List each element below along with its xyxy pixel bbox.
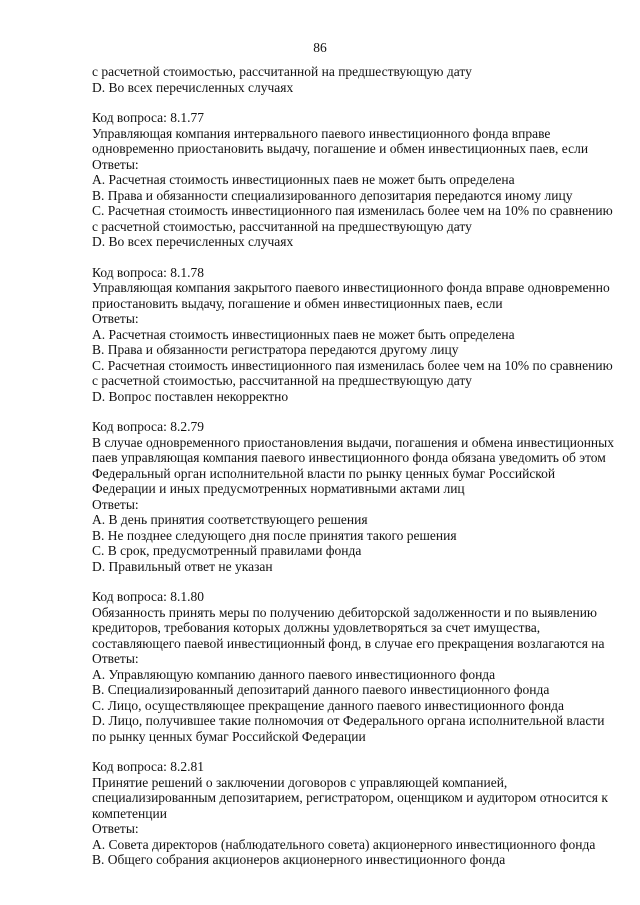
question-text-line: Управляющая компания закрытого паевого инвестиционного фонда вправе одновременно bbox=[92, 280, 610, 295]
answer-line: A. В день принятия соответствующего решения bbox=[92, 512, 368, 527]
answer-line: D. Правильный ответ не указан bbox=[92, 558, 273, 574]
answers-label: Ответы: bbox=[92, 651, 139, 666]
block-spacer bbox=[92, 250, 612, 265]
question-text-line: Принятие решений о заключении договоров с управляющей компанией, bbox=[92, 774, 508, 790]
question-text-line: кредиторов, требования которых должны удовлетворяться за счет имущества, bbox=[92, 620, 541, 635]
question-text-line: специализированным депозитарием, регистратором, оценщиком и аудитором относится к bbox=[92, 790, 608, 805]
question-text-line: составляющего паевой инвестиционный фонд, в случае его прекращения возлагаются на bbox=[92, 635, 605, 651]
question-block bbox=[92, 419, 612, 574]
answer-line: с расчетной стоимостью, рассчитанной на предшествующую дату bbox=[92, 218, 472, 234]
page-number: 86 bbox=[313, 40, 327, 55]
question-block bbox=[92, 110, 612, 250]
question-text-line: компетенции bbox=[92, 805, 167, 821]
answer-line: D. Вопрос поставлен некорректно bbox=[92, 388, 289, 404]
answer-line: C. Расчетная стоимость инвестиционного пая изменилась более чем на 10% по сравнению bbox=[92, 203, 613, 218]
questions-list bbox=[92, 95, 612, 868]
answer-line: A. Расчетная стоимость инвестиционных паев не может быть определена bbox=[92, 172, 515, 187]
answer-line: с расчетной стоимостью, рассчитанной на предшествующую дату bbox=[92, 373, 472, 388]
block-spacer bbox=[92, 744, 612, 759]
answer-line: B. Не позднее следующего дня после принятия такого решения bbox=[92, 527, 457, 543]
answer-line: по рынку ценных бумаг Российской Федерации bbox=[92, 728, 366, 744]
answer-line: A. Расчетная стоимость инвестиционных паев не может быть определена bbox=[92, 326, 515, 342]
intro-line: с расчетной стоимостью, рассчитанной на предшествующую дату bbox=[92, 64, 472, 79]
question-code: Код вопроса: 8.1.80 bbox=[92, 589, 205, 604]
question-code: Код вопроса: 8.2.79 bbox=[92, 419, 205, 434]
answers-label: Ответы: bbox=[92, 311, 139, 326]
answer-line: D. Во всех перечисленных случаях bbox=[92, 234, 294, 249]
question-block bbox=[92, 265, 612, 405]
block-spacer bbox=[92, 574, 612, 589]
question-text-line: Федеральный орган исполнительной власти по рынку ценных бумаг Российской bbox=[92, 465, 556, 481]
question-text-line: одновременно приостановить выдачу, погашение и обмен инвестиционных паев, если bbox=[92, 141, 589, 156]
question-code: Код вопроса: 8.2.81 bbox=[92, 759, 205, 774]
answers-label: Ответы: bbox=[92, 821, 139, 836]
answer-line: B. Права и обязанности специализированного депозитария передаются иному лицу bbox=[92, 187, 573, 203]
question-text-line: Федерации и иных предусмотренных нормативными актами лиц bbox=[92, 481, 465, 496]
answer-line: C. Расчетная стоимость инвестиционного пая изменилась более чем на 10% по сравнению bbox=[92, 357, 613, 373]
answer-line: B. Общего собрания акционеров акционерного инвестиционного фонда bbox=[92, 852, 506, 867]
answer-line: D. Лицо, получившее такие полномочия от Федерального органа исполнительной власти bbox=[92, 713, 605, 728]
intro-block bbox=[92, 64, 612, 95]
answer-line: A. Управляющую компанию данного паевого инвестиционного фонда bbox=[92, 666, 496, 682]
answer-line: C. Лицо, осуществляющее прекращение данного паевого инвестиционного фонда bbox=[92, 697, 565, 713]
question-text-line: Управляющая компания интервального паевого инвестиционного фонда вправе bbox=[92, 125, 551, 141]
question-block bbox=[92, 589, 612, 744]
question-text-line: В случае одновременного приостановления выдачи, погашения и обмена инвестиционных bbox=[92, 434, 614, 450]
question-text-line: приостановить выдачу, погашение и обмен инвестиционных паев, если bbox=[92, 295, 503, 311]
answers-label: Ответы: bbox=[92, 496, 139, 512]
answer-line: B. Специализированный депозитарий данного паевого инвестиционного фонда bbox=[92, 682, 550, 697]
question-text-line: Обязанность принять меры по получению дебиторской задолженности и по выявлению bbox=[92, 604, 598, 620]
question-code: Код вопроса: 8.1.78 bbox=[92, 264, 205, 280]
question-block bbox=[92, 759, 612, 868]
question-text-line: паев управляющая компания паевого инвестиционного фонда обязана уведомить об этом bbox=[92, 450, 606, 465]
answers-label: Ответы: bbox=[92, 156, 139, 172]
block-spacer bbox=[92, 95, 612, 110]
answer-line: C. В срок, предусмотренный правилами фонда bbox=[92, 543, 362, 558]
intro-line: D. Во всех перечисленных случаях bbox=[92, 79, 294, 95]
question-code: Код вопроса: 8.1.77 bbox=[92, 110, 205, 125]
answer-line: B. Права и обязанности регистратора передаются другому лицу bbox=[92, 342, 459, 357]
answer-line: A. Совета директоров (наблюдательного совета) акционерного инвестиционного фонда bbox=[92, 836, 596, 852]
block-spacer bbox=[92, 404, 612, 419]
page-content bbox=[92, 64, 612, 868]
